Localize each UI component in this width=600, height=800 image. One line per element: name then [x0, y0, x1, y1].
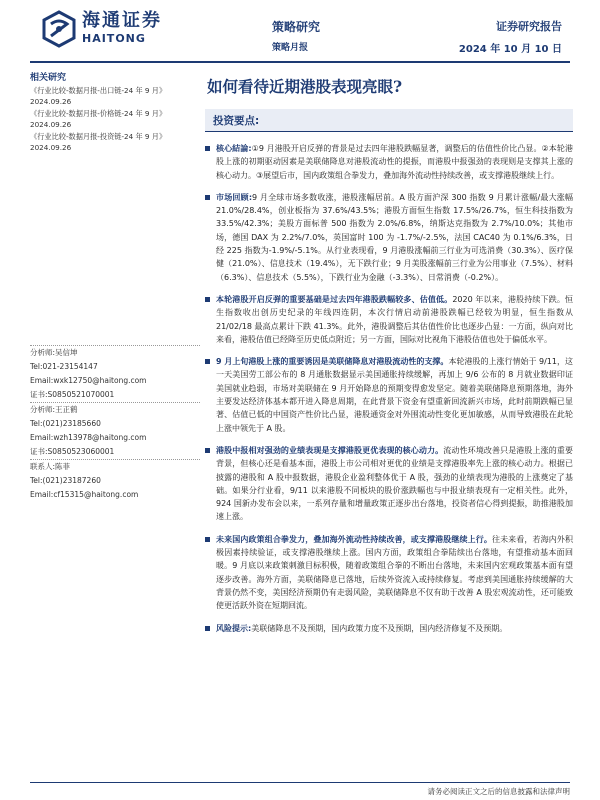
related-item-title[interactable]: 《行业比较-数据月报-价格链-24 年 9 月》 [30, 109, 167, 118]
bullet-square-icon [205, 359, 210, 364]
analyst-name: 分析师:吴信坤 [30, 348, 78, 357]
report-date: 2024 年 10 月 10 日 [458, 44, 562, 55]
report-type: 策略研究 [272, 20, 321, 34]
report-title: 如何看待近期港股表现亮眼? [207, 77, 403, 96]
related-item[interactable] [30, 85, 200, 107]
key-point [205, 191, 573, 284]
analyst-email[interactable]: Email:wxk12750@haitong.com [30, 376, 147, 385]
bullet-square-icon [205, 146, 210, 151]
key-point-body: 往未来看，若海内外积极因素持续验证，或支撑港股继续上涨。国内方面，政策组合拳陆续出台落地，有望推动基本面回暖。9 月底以来政策刺激目标积极，随着政策组合拳的不断出台落地，未来国内宏观政策基本面有望逐步改善。海外方面，美联储降息已落地，后续外资流入或持续修复。考虑到美国通胀持续缓解的大背景仍然不变，美国经济预期仍有走弱风险，美联储降息不仅有助于改善 A 股宏观流动性，还可能致使更活跃外资在短期回流。 [216, 534, 573, 611]
contact-tel: Tel:(021)23187260 [30, 476, 101, 485]
logo-chinese-name: 海通证券 [82, 10, 162, 31]
related-research-title: 相关研究 [30, 73, 67, 83]
analyst-email[interactable]: Email:wzh13978@haitong.com [30, 433, 147, 442]
analyst-contacts [30, 345, 200, 502]
related-item-date: 2024.09.26 [30, 143, 72, 152]
key-point-body: 2020 年以来，港股持续下跌。恒生指数收出创历史纪录的年线四连阴，本次行情启动前港股跌幅已经较为明显，恒生指数从 21/02/18 最高点累计下跌 41.3%。此外，港股调整后其估值性价比也逐步凸显：一方面，纵向对比来看，港股估值已经降至历史低点附近；另一方面，国际对比视角下港股估值也处于偏低水平。 [216, 294, 573, 344]
key-point-body: 美联储降息不及预期，国内政策力度不及预期，国内经济修复不及预期。 [251, 623, 508, 633]
key-points-divider [205, 131, 573, 132]
bullet-square-icon [205, 537, 210, 542]
report-subtype: 策略月报 [272, 43, 309, 53]
main-content [205, 70, 573, 644]
contact-name: 联系人:陈菲 [30, 462, 71, 471]
key-point [205, 622, 573, 635]
analyst-name: 分析师:王正鹤 [30, 405, 78, 414]
key-point-heading: 港股中报相对强劲的业绩表现是支撑港股更优表现的核心动力。 [216, 445, 444, 455]
report-header [0, 0, 600, 62]
key-point-heading: 风险提示: [216, 623, 252, 633]
key-point-heading: 核心結論: [216, 144, 252, 153]
report-category: 证券研究报告 [496, 20, 562, 33]
bullet-square-icon [205, 195, 210, 200]
key-points-header [205, 109, 573, 131]
analyst-tel: Tel:(021)23185660 [30, 419, 101, 428]
analyst-cert: 证书:S0850521070001 [30, 390, 115, 399]
haitong-logo-icon [42, 10, 76, 48]
related-item-date: 2024.09.26 [30, 97, 72, 106]
key-point-body: 9 月全球市场多数收涨，港股涨幅居前。A 股方面沪深 300 指数 9 月累计涨幅/最大涨幅 21.0%/28.4%，创业板指为 37.6%/43.5%；港股方面恒生指数 17.5%/26.7%，恒生科技指数为 33.5%/42.3%；美股方面标普 500 指数为 2.0%/6.8%，纳斯达克指数为 2.7%/10.0%；其他市场，德国 DAX 为 2.2%/7.0%，英国富时 100 为 -1.7%/-2.5%，法国 CAC40 为 0.1%/6.3%，日经 225 指数为-1.9%/-5.1%。从行业表现看，9 月港股涨幅前三行业为可选消费（30.3%）、医疗保健（21.0%）、信息技术（19.4%），无下跌行业；9 月美股涨幅前三行业为公用事业（7.5%）、材料（6.3%）、信息技术（5.5%），下跌行业为金融（-3.3%）、日常消费（-0.2%）。 [216, 192, 573, 282]
key-points-label: 投资要点: [213, 115, 260, 127]
contact-email[interactable]: Email:cf15315@haitong.com [30, 490, 139, 499]
key-point-body: 流动性环境改善只是港股上涨的重要背景，但核心还是看基本面，港股上市公司相对更优的业绩是支撑港股率先上涨的核心动力。根据已披露的港股和 A 股中报数据，港股企业盈利整体优于 A 股，强劲的业绩表现为港股的上涨奠定了基础。如果分行业看，9/11 以来港股不同板块的股价涨跌幅也与中报业绩表现有一定相关性。此外，924 国新办发布会以来，一系列存量和增量政策正逐步出台落地，投资者信心得到提振，助推港股加速上涨。 [216, 445, 574, 522]
footer-disclaimer: 请务必阅读正文之后的信息披露和法律声明 [427, 787, 570, 796]
bullet-square-icon [205, 448, 210, 453]
related-item[interactable] [30, 131, 200, 153]
key-points-list [205, 142, 573, 635]
haitong-logo [42, 10, 162, 48]
key-point [205, 142, 573, 182]
related-item[interactable] [30, 108, 200, 130]
key-point [205, 355, 573, 435]
footer-divider [30, 782, 570, 783]
analyst-tel: Tel:021-23154147 [30, 362, 98, 371]
related-item-date: 2024.09.26 [30, 120, 72, 129]
header-divider [30, 61, 570, 63]
related-research-list [30, 85, 200, 153]
bullet-square-icon [205, 297, 210, 302]
key-point [205, 444, 573, 524]
related-item-title[interactable]: 《行业比较-数据月报-出口链-24 年 9 月》 [30, 86, 167, 95]
key-point-heading: 9 月上旬港股上涨的重要诱因是美联储降息对港股流动性的支撑。 [216, 357, 449, 367]
logo-english-name: HAITONG [82, 32, 146, 45]
analyst-cert: 证书:S0850523060001 [30, 447, 115, 456]
key-point-heading: 未来国内政策组合拳发力，叠加海外流动性持续改善，或支撑港股继续上行。 [216, 534, 492, 544]
key-point-body: ①9 月港股开启反弹的背景是过去四年港股跌幅显著，调整后的估值性价比凸显。②本轮港股上涨的初期驱动因素是美联储降息对港股流动性的提振，而港股中报强劲的表现则是支撑其上涨的核心动力。③展望后市，国内政策组合拳发力，叠加海外流动性持续改善，或支撑港股继续上行。 [216, 144, 573, 180]
key-point [205, 533, 573, 613]
related-item-title[interactable]: 《行业比较-数据月报-投资链-24 年 9 月》 [30, 132, 167, 141]
key-point-heading: 本轮港股开启反弹的重要基础是过去四年港股跌幅较多、估值低。 [216, 294, 453, 304]
key-point [205, 293, 573, 346]
key-point-heading: 市场回顾: [216, 192, 253, 202]
bullet-square-icon [205, 626, 210, 631]
sidebar [30, 70, 200, 154]
key-point-body: 本轮港股的上涨行情始于 9/11，这一天美国劳工部公布的 8 月通胀数据显示美国通胀持续缓解，再加上 9/6 公布的 8 月就业数据印证美国就业趋弱，市场对美联储在 9 月开始降息的预期变得愈发坚定。随着美联储降息预期落地，海外主要发达经济体基本都开进入降息周期，在此背景下资金有望重新回流新兴市场，此时前期跌幅已显著、估值已低的中国资产性价比凸显，港股通资金对外围流动性变化更加敏感，从而导致港股在此轮上涨中领先于 A 股。 [216, 357, 573, 433]
